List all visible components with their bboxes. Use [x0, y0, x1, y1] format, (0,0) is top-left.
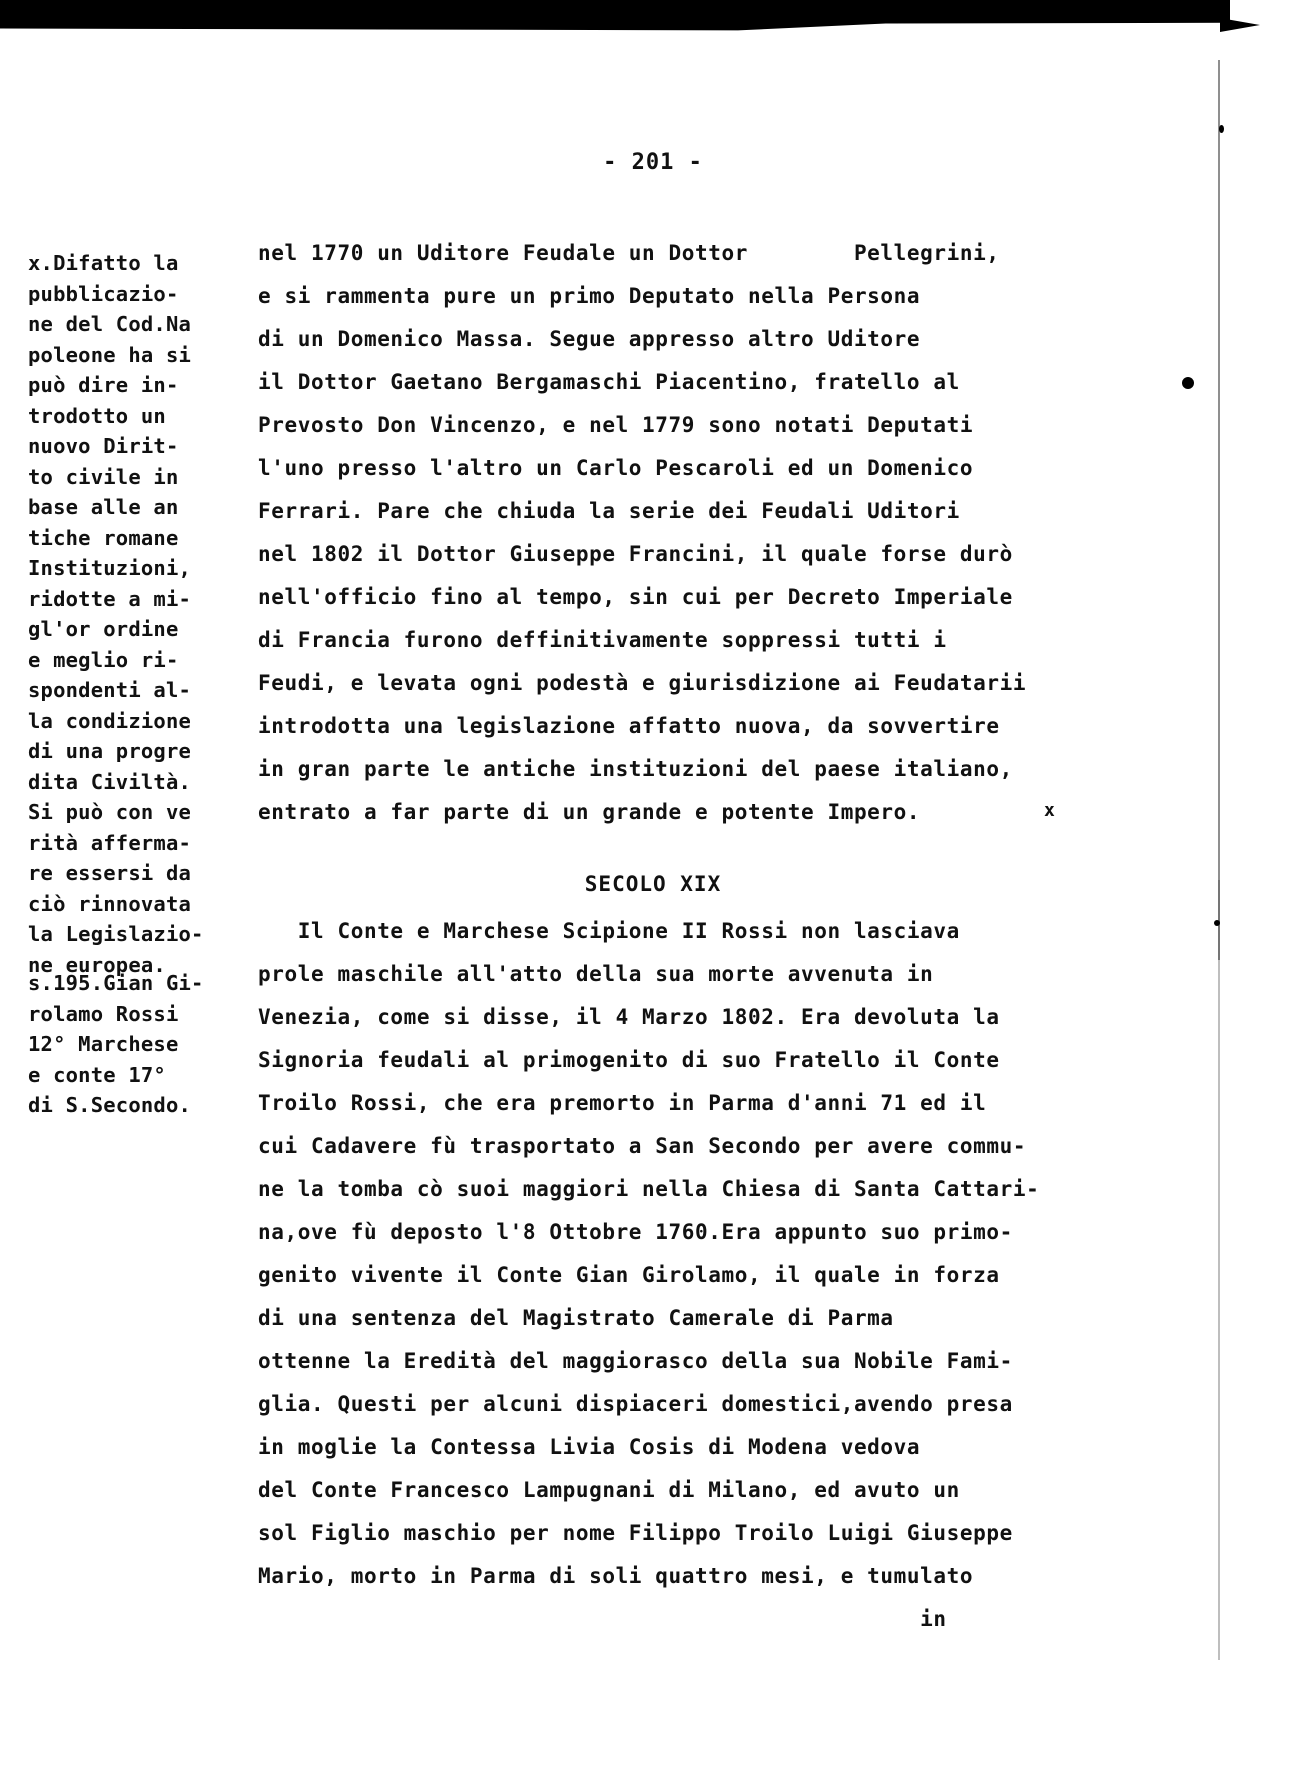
body-text-line: sol Figlio maschio per nome Filippo Troilo Luigi Giuseppe: [258, 1521, 1013, 1545]
margin-note-line: dita Civiltà.: [28, 769, 192, 794]
body-text-line: in gran parte le antiche instituzioni del paese italiano,: [258, 757, 1013, 781]
margin-note-line: ciò rinnovata: [28, 891, 192, 916]
body-text-line: di Francia furono deffinitivamente soppressi tutti i: [258, 628, 947, 652]
body-text-line: entrato a far parte di un grande e potente Impero.: [258, 800, 921, 824]
body-text-line: del Conte Francesco Lampugnani di Milano, ed avuto un: [258, 1478, 960, 1502]
margin-note-line: ridotte a mi-: [28, 586, 192, 611]
body-text-line: di un Domenico Massa. Segue appresso altro Uditore: [258, 327, 921, 351]
margin-note-line: la Legislazio-: [28, 922, 204, 946]
section-heading: SECOLO XIX: [584, 872, 722, 896]
margin-note-line: 12° Marchese: [28, 1032, 179, 1056]
scan-speck: [1219, 125, 1224, 133]
scan-edge-line: [1218, 60, 1220, 960]
margin-note-line: spondenti al-: [28, 678, 192, 702]
body-text-line: Il Conte e Marchese Scipione II Rossi non lasciava: [258, 919, 960, 943]
margin-note-line: to civile in: [28, 464, 179, 489]
scan-edge-line-lower: [1218, 880, 1220, 1660]
body-text-line: na,ove fù deposto l'8 Ottobre 1760.Era appunto suo primo-: [258, 1220, 1013, 1244]
page-number: - 201 -: [603, 150, 703, 175]
margin-note-line: ne europea.: [28, 952, 166, 977]
scan-speck: [1214, 920, 1220, 926]
body-text-line: e si rammenta pure un primo Deputato nella Persona: [258, 284, 921, 308]
margin-note-line: base alle an: [28, 495, 179, 519]
margin-note-line: nuovo Dirit-: [28, 434, 179, 458]
margin-note-line: poleone ha si: [28, 342, 192, 367]
body-paragraph-scipione-rossi: [258, 910, 1158, 1641]
margin-note-codice-napoleone: [28, 248, 238, 980]
body-text-line: il Dottor Gaetano Bergamaschi Piacentino, fratello al: [258, 370, 960, 394]
margin-note-line: di S.Secondo.: [28, 1093, 192, 1117]
body-text-line: Venezia, come si disse, il 4 Marzo 1802. Era devoluta la: [258, 1005, 1000, 1029]
margin-note-line: e conte 17°: [28, 1062, 166, 1087]
margin-note-line: rità afferma-: [28, 830, 192, 855]
body-text-line: l'uno presso l'altro un Carlo Pescaroli ed un Domenico: [258, 456, 974, 480]
margin-note-line: rolamo Rossi: [28, 1001, 179, 1026]
margin-note-line: s.195.Gian Gi-: [28, 971, 204, 995]
margin-note-gian-girolamo-rossi: [28, 968, 238, 1121]
margin-note-line: gl'or ordine: [28, 617, 179, 641]
footnote-marker: x: [1044, 800, 1055, 821]
scan-top-border: [0, 0, 1230, 38]
body-text-line: prole maschile all'atto della sua morte avvenuta in: [258, 962, 934, 986]
body-text-line: in: [258, 1607, 947, 1631]
margin-note-line: Instituzioni,: [28, 556, 192, 580]
margin-note-line: di una progre: [28, 739, 192, 763]
margin-note-line: ne del Cod.Na: [28, 312, 192, 336]
body-paragraph-uditori: [258, 232, 1158, 834]
body-text-line: nel 1802 il Dottor Giuseppe Francini, il quale forse durò: [258, 542, 1013, 566]
body-text-line: ottenne la Eredità del maggiorasco della sua Nobile Fami-: [258, 1349, 1013, 1373]
margin-note-line: x.Difatto la: [28, 251, 179, 275]
scan-speck: [1182, 377, 1194, 389]
margin-note-line: pubblicazio-: [28, 281, 179, 306]
body-text-line: Troilo Rossi, che era premorto in Parma d'anni 71 ed il: [258, 1091, 987, 1115]
body-text-line: Feudi, e levata ogni podestà e giurisdizione ai Feudatarii: [258, 671, 1027, 695]
scan-edge-mark: [1220, 18, 1260, 32]
body-text-line: Ferrari. Pare che chiuda la serie dei Feudali Uditori: [258, 499, 960, 523]
body-text-line: Prevosto Don Vincenzo, e nel 1779 sono notati Deputati: [258, 413, 974, 437]
margin-note-line: trodotto un: [28, 403, 166, 428]
body-text-line: di una sentenza del Magistrato Camerale di Parma: [258, 1306, 894, 1330]
body-text-line: Signoria feudali al primogenito di suo Fratello il Conte: [258, 1048, 1000, 1072]
margin-note-line: e meglio ri-: [28, 647, 179, 672]
body-text-line: cui Cadavere fù trasportato a San Secondo per avere commu-: [258, 1134, 1027, 1158]
body-text-line: glia. Questi per alcuni dispiaceri domestici,avendo presa: [258, 1392, 1013, 1416]
body-text-line: ne la tomba cò suoi maggiori nella Chiesa di Santa Cattari-: [258, 1177, 1040, 1201]
margin-note-line: la condizione: [28, 708, 192, 733]
margin-note-line: può dire in-: [28, 373, 179, 397]
margin-note-line: Si può con ve: [28, 800, 192, 824]
body-text-line: nell'officio fino al tempo, sin cui per Decreto Imperiale: [258, 585, 1013, 609]
body-text-line: introdotta una legislazione affatto nuova, da sovvertire: [258, 714, 1000, 738]
margin-note-line: tiche romane: [28, 525, 179, 550]
body-text-line: in moglie la Contessa Livia Cosis di Modena vedova: [258, 1435, 921, 1459]
body-text-line: nel 1770 un Uditore Feudale un Dottor Pellegrini,: [258, 241, 1000, 265]
margin-note-line: re essersi da: [28, 861, 192, 885]
body-text-line: genito vivente il Conte Gian Girolamo, il quale in forza: [258, 1263, 1000, 1287]
body-text-line: Mario, morto in Parma di soli quattro mesi, e tumulato: [258, 1564, 974, 1588]
